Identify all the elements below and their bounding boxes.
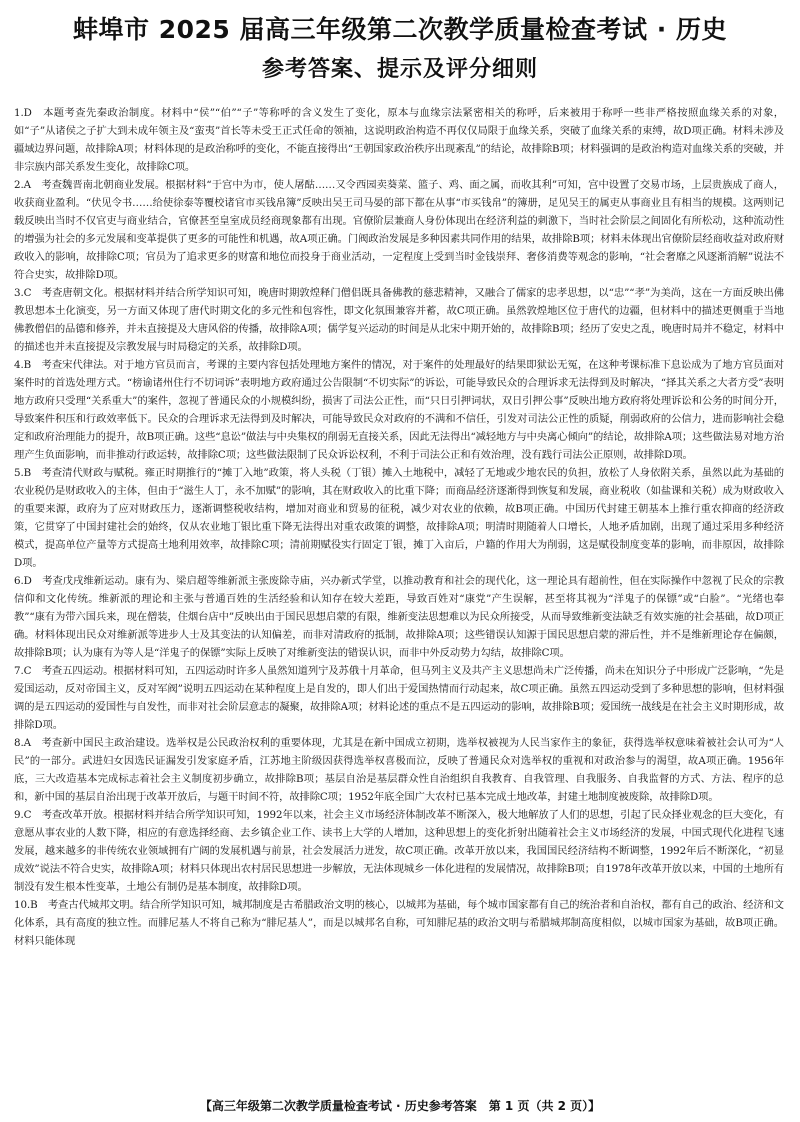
answer-item-9: [14, 806, 784, 896]
answer-explanation: 考查改革开放。根据材料并结合所学知识可知，1992年以来，社会主义市场经济体制改革不断深入，极大地解放了人们的思想，引起了民众择业观念的巨大变化，有意愿从事农业的人数下降，相应的有意选择经商、去乡镇企业工作、读书上大学的人增加，这种思想上的变化折射出随着社会主义市场经济的发展，中国式现代化进程飞速发展，越来越多的非传统农业领域拥有广阔的发展机遇与前景，社会发展活力迸发，故C项正确。改革开放以来，我国国民经济结构不断调整，1992年后不断深化，“初显成效”说法不符合史实，故排除A项；材料只体现出农村居民思想进一步解放，无法体现城乡一体化进程的发展情况，故排除B项；自1978年改革开放以来，中国的土地所有制没有发生根本性变革，土地公有制仍是基本制度，故排除D项。: [14, 809, 784, 893]
answer-item-4: [14, 356, 784, 464]
answer-item-10: [14, 896, 784, 950]
answer-item-3: [14, 284, 784, 356]
answer-item-5: [14, 464, 784, 572]
answer-item-7: [14, 662, 784, 734]
answer-explanation: 考查清代财政与赋税。雍正时期推行的“摊丁入地”政策，将人头税（丁银）摊入土地税中，减轻了无地或少地农民的负担，放松了人身依附关系，虽然以此为基础的农业税仍是财政收入的主体，但由于“滋生人丁，永不加赋”的影响，其在财政收入的比重下降；而商品经济逐渐得到恢复和发展，商业税收（如盐课和关税）成为财政收入的重要来源，政府为了应对财政压力，逐渐调整税收结构，增加对商业和贸易的征税，减少对农业的依赖，故B项正确。中国历代封建王朝基本上推行重农抑商的经济政策，它贯穿了中国封建社会的始终，仅从农业地丁银比重下降无法得出对重农政策的调整，故排除A项；明清时期随着人口增长，人地矛盾加剧，出现了通过采用多种经济模式，提高单位产量等方式提高土地利用效率，故排除C项；清前期赋役实行固定丁银，摊丁入亩后，户籍的作用大为削弱，这是赋役制度变革的影响，而非原因，故排除D项。: [14, 467, 784, 569]
answer-explanation: 考查宋代律法。对于地方官员而言，考课的主要内容包括处理地方案件的情况，对于案件的处理最好的结果即狱讼无冤，在这种考课标准下息讼成为了地方官员面对案件时的首选处理方式。“榜谕诸州住行不切词诉”表明地方政府通过公告限制“不切实际”的诉讼，可能导致民众的合理诉求无法得到及时解决，“择其关系之大者方受”表明地方政府只受理“关系重大”的案件，忽视了普通民众的小规模纠纷，损害了司法公正性，而“只日引押词状，双日引押公事”反映出地方政府将处理诉讼和公务的时间分开，导致案件积压和行政效率低下。民众的合理诉求无法得到及时解决，可能导致民众对政府的不满和不信任，引发对司法公正性的质疑，削弱政府的公信力，进而影响社会稳定和政府治理能力的提升，故B项正确。这些“息讼”做法与中央集权的削弱无直接关系，因此无法得出“减轻地方与中央离心倾向”的结论，故排除A项；这些做法易对地方治理产生负面影响，而非推动行政运转，故排除C项；这些做法限制了民众诉讼权利，不利于司法公正和有效治理，没有践行司法公正原则，故排除D项。: [14, 359, 784, 461]
answer-item-2: [14, 176, 784, 284]
page-footer: 【高三年级第二次教学质量检查考试 · 历史参考答案 第 1 页（共 2 页）】: [199, 1099, 601, 1113]
answer-number: 3.C: [14, 287, 32, 299]
answer-item-1: [14, 104, 784, 176]
answer-number: 1.D: [14, 107, 32, 119]
answer-number: 4.B: [14, 359, 32, 371]
answer-explanation: 考查戊戌维新运动。康有为、梁启超等维新派主张废除寺庙，兴办新式学堂，以推动教育和社会的现代化，这一理论具有超前性，但在实际操作中忽视了民众的宗教信仰和文化传统。维新派的理论和主张与普通百姓的生活经验和认知存在较大差距，导致百姓对“康党”产生误解，甚至将其视为“洋鬼子的保镖”或“白脸”。“光绪也奉教”“康有为带六国兵来，现在僧装，住烟台店中”反映出由于国民思想启蒙的有限，维新变法思想难以为民众所接受，从而导致维新变法缺乏有效实施的社会基础，故D项正确。材料体现出民众对维新派等进步人士及其变法的认知偏差，而非对清政府的抵制，故排除A项；这些错误认知源于国民思想启蒙的滞后性，并不是维新理论存在偏颇，故排除B项；认为康有为等人是“洋鬼子的保镖”实际上反映了对维新变法的错误认识，而非中外反动势力勾结，故排除C项。: [14, 575, 784, 659]
answer-number: 2.A: [14, 179, 31, 191]
answer-number: 7.C: [14, 665, 32, 677]
answer-explanation: 考查五四运动。根据材料可知，五四运动时许多人虽然知道列宁及苏俄十月革命，但马列主义及共产主义思想尚未广泛传播，尚未在知识分子中形成广泛影响，“先是爱国运动，反对帝国主义，反对军阀”说明五四运动在某种程度上是自发的，即人们出于爱国热情而行动起来，故C项正确。虽然五四运动受到了多种思想的影响，但材料强调的是五四运动的爱国性与自发性，而非对社会阶层意志的凝聚，故排除A项；材料论述的重点不是五四运动的影响，故排除B项；爱国统一战线是在社会主义时期形成，故排除D项。: [14, 665, 784, 731]
page-subtitle: 参考答案、提示及评分细则: [261, 57, 538, 82]
answer-explanation: 考查新中国民主政治建设。选举权是公民政治权利的重要体现，尤其是在新中国成立初期，选举权被视为人民当家作主的象征，获得选举权意味着被社会认可为“人民”的一部分。武进妇女因选民证漏发引发家庭矛盾，江苏地主阶级因获得选举权喜极而泣，反映了普通民众对选举权的重视和对政治参与的渴望，故A项正确。1956年底，三大改造基本完成标志着社会主义制度初步确立，故排除B项；基层自治是基层群众性自治组织自我教育、自我管理、自我服务、自我监督的方式、方法、程序的总和，新中国的基层自治出现于改革开放后，与题干时间不符，故排除C项；1952年底全国广大农村已基本完成土地改革，封建土地制度被废除，故排除D项。: [14, 737, 784, 803]
answer-explanation: 考查唐朝文化。根据材料并结合所学知识可知，晚唐时期敦煌释门僧侣既具备佛教的慈悲精神，又融合了儒家的忠孝思想，以“忠”“孝”为美尚，这在一方面反映出佛教思想本土化演变，另一方面又体现了唐代时期文化的多元性和包容性，即文化氛围兼容并蓄，故C项正确。虽然敦煌地区位于唐代的边疆，但材料中的描述更侧重于当地佛教僧侣的品德和修养，并未直接提及大唐风俗的传播，故排除A项；儒学复兴运动的时间是从北宋中期开始的，故排除B项；经历了安史之乱，晚唐时局并不稳定，材料中的描述也并未直接提及宗教发展与时局稳定的关系，故排除D项。: [14, 287, 784, 353]
answer-number: 10.B: [14, 899, 38, 911]
answer-item-6: [14, 572, 784, 662]
answer-explanation: 考查古代城邦文明。结合所学知识可知，城邦制度是古希腊政治文明的核心，以城邦为基础，每个城市国家都有自己的统治者和自治权，都有自己的政治、经济和文化体系，具有高度的独立性。而腓尼基人不将自己称为“腓尼基人”，而是以城邦名自称，可知腓尼基的政治文明与希腊城邦制高度相似，以城市国家为基础，故B项正确。材料只能体现: [14, 899, 784, 947]
answer-number: 5.B: [14, 467, 32, 479]
answer-number: 6.D: [14, 575, 32, 587]
answer-explanation: 考查魏晋南北朝商业发展。根据材料“于宫中为市，使人屠酤……又令西园卖葵菜、篮子、鸡、面之属，而收其利”可知，宫中设置了交易市场，上层贵族成了商人，收获商业盈利。“伏见令书……给使徐泰等覆校诸官市买钱帛簿”反映出吴王司马晏的部下都在从事“市买钱帛”的簿册，足见吴王的属吏从事商业且有相当的规模。这两则记载反映出当时不仅官吏与商业结合，官僚甚至皇室成员经商现象都有出现。官僚阶层兼商人身份体现出在经济利益的刺激下，当时社会阶层之间固化有所松动，这种流动性的增强为社会的多元发展和变革提供了更多的可能性和机遇，故A项正确。门阀政治发展是多种因素共同作用的结果，故排除B项；材料未体现出官僚阶层经商收益对政府财政收入的影响，故排除C项；官员为了追求更多的财富和地位而投身于商业活动，一定程度上受到当时金钱崇拜、奢侈消费等观念的影响，“社会奢靡之风逐渐消解”说法不符合史实，故排除D项。: [14, 179, 784, 281]
answer-item-8: [14, 734, 784, 806]
answer-number: 9.C: [14, 809, 32, 821]
answer-list: [14, 104, 784, 1089]
answer-explanation: 本题考查先秦政治制度。材料中“侯”“伯”“子”等称呼的含义发生了变化，原本与血缘宗法紧密相关的称呼，后来被用于称呼一些非严格按照血缘关系的对象，如“子”从诸侯之子扩大到未成年领主及“蛮夷”首长等未受王正式任命的领袖，这说明政治构造不再仅仅局限于血缘关系，突破了血缘关系的束缚，故D项正确。材料未涉及疆域边界问题，故排除A项；材料体现的是政治称呼的变化，不能直接得出“王朝国家政治秩序出现紊乱”的结论，故排除B项；材料强调的是政治构造对血缘关系的突破，并非宗族内部关系发生变化，故排除C项。: [14, 107, 784, 173]
answer-number: 8.A: [14, 737, 31, 749]
page-title: 蚌埠市 2025 届高三年级第二次教学质量检查考试 · 历史: [73, 15, 727, 44]
